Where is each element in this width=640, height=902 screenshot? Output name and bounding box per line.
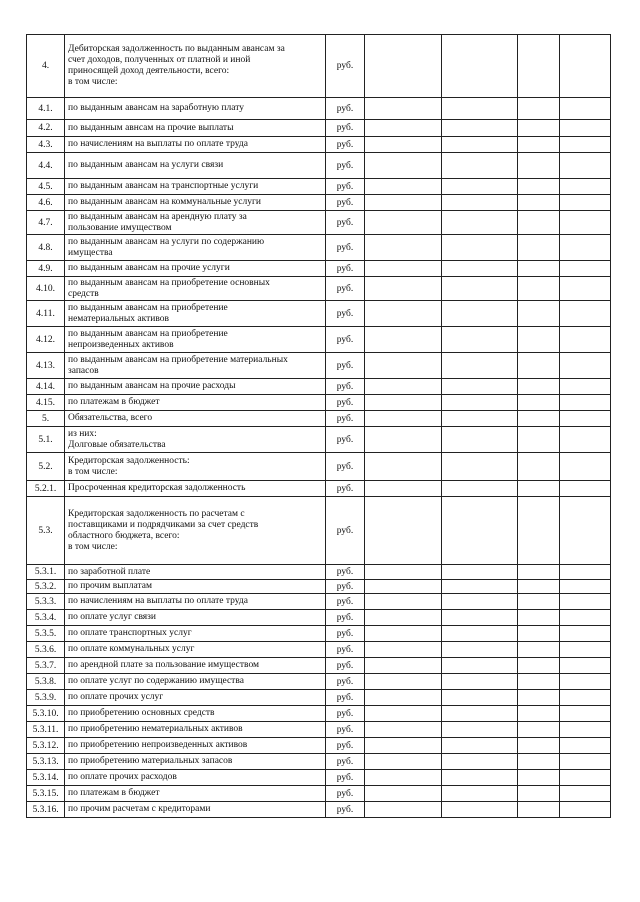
value-cell <box>560 411 611 427</box>
table-row <box>27 565 611 580</box>
table-row <box>27 195 611 211</box>
value-cell <box>365 277 442 301</box>
row-number: 4.5. <box>27 179 65 195</box>
row-description: по приобретению основных средств <box>65 706 326 722</box>
row-description: по выданным авансам на приобретение основных средств <box>65 277 326 301</box>
row-description: по приобретению материальных запасов <box>65 754 326 770</box>
value-cell <box>560 395 611 411</box>
value-cell <box>518 497 560 565</box>
table-row <box>27 658 611 674</box>
value-cell <box>518 565 560 580</box>
value-cell <box>365 658 442 674</box>
value-cell <box>365 453 442 481</box>
table-row <box>27 179 611 195</box>
value-cell <box>518 211 560 235</box>
row-number: 4.10. <box>27 277 65 301</box>
row-description: по приобретению непроизведенных активов <box>65 738 326 754</box>
value-cell <box>518 594 560 610</box>
value-cell <box>365 754 442 770</box>
row-unit: руб. <box>326 327 365 353</box>
row-unit: руб. <box>326 706 365 722</box>
value-cell <box>442 153 518 179</box>
row-number: 5.3.7. <box>27 658 65 674</box>
value-cell <box>365 580 442 594</box>
value-cell <box>365 594 442 610</box>
table-row <box>27 211 611 235</box>
row-description: по выданным авансам на приобретение непроизведенных активов <box>65 327 326 353</box>
value-cell <box>442 235 518 261</box>
row-unit: руб. <box>326 481 365 497</box>
row-number: 5.3.3. <box>27 594 65 610</box>
value-cell <box>365 153 442 179</box>
row-description: по выданным авансам на приобретение нематериальных активов <box>65 301 326 327</box>
value-cell <box>442 738 518 754</box>
value-cell <box>365 235 442 261</box>
value-cell <box>518 235 560 261</box>
value-cell <box>365 674 442 690</box>
row-unit: руб. <box>326 580 365 594</box>
row-unit: руб. <box>326 594 365 610</box>
value-cell <box>560 610 611 626</box>
row-unit: руб. <box>326 120 365 137</box>
value-cell <box>518 395 560 411</box>
row-number: 5.3.8. <box>27 674 65 690</box>
row-description: Дебиторская задолженность по выданным авансам за счет доходов, полученных от платной и иной приносящей доход деятельности, всего: в том числе: <box>65 35 326 98</box>
value-cell <box>518 261 560 277</box>
value-cell <box>442 411 518 427</box>
value-cell <box>560 98 611 120</box>
value-cell <box>442 754 518 770</box>
row-number: 4.6. <box>27 195 65 211</box>
value-cell <box>560 427 611 453</box>
row-unit: руб. <box>326 211 365 235</box>
row-number: 4.2. <box>27 120 65 137</box>
row-unit: руб. <box>326 411 365 427</box>
value-cell <box>560 802 611 818</box>
value-cell <box>560 497 611 565</box>
row-number: 5.3.13. <box>27 754 65 770</box>
value-cell <box>442 195 518 211</box>
value-cell <box>365 120 442 137</box>
value-cell <box>442 453 518 481</box>
value-cell <box>518 481 560 497</box>
row-description: по начислениям на выплаты по оплате труда <box>65 594 326 610</box>
value-cell <box>518 120 560 137</box>
table-row <box>27 802 611 818</box>
row-unit: руб. <box>326 722 365 738</box>
row-number: 5.1. <box>27 427 65 453</box>
value-cell <box>518 411 560 427</box>
value-cell <box>560 690 611 706</box>
value-cell <box>442 120 518 137</box>
row-number: 4.4. <box>27 153 65 179</box>
table-row <box>27 395 611 411</box>
value-cell <box>365 690 442 706</box>
value-cell <box>365 411 442 427</box>
row-description: из них: Долговые обязательства <box>65 427 326 453</box>
value-cell <box>518 427 560 453</box>
row-description: по прочим расчетам с кредиторами <box>65 802 326 818</box>
row-unit: руб. <box>326 353 365 379</box>
row-unit: руб. <box>326 137 365 153</box>
row-description: по прочим выплатам <box>65 580 326 594</box>
value-cell <box>518 786 560 802</box>
value-cell <box>365 802 442 818</box>
value-cell <box>365 98 442 120</box>
row-number: 4.11. <box>27 301 65 327</box>
value-cell <box>518 327 560 353</box>
row-unit: руб. <box>326 738 365 754</box>
row-number: 5.2. <box>27 453 65 481</box>
table-row <box>27 411 611 427</box>
row-number: 5.3.15. <box>27 786 65 802</box>
value-cell <box>365 301 442 327</box>
value-cell <box>442 353 518 379</box>
value-cell <box>442 277 518 301</box>
row-description: Обязательства, всего <box>65 411 326 427</box>
value-cell <box>442 98 518 120</box>
row-description: по оплате коммунальных услуг <box>65 642 326 658</box>
value-cell <box>518 277 560 301</box>
value-cell <box>560 453 611 481</box>
value-cell <box>365 261 442 277</box>
value-cell <box>365 427 442 453</box>
row-unit: руб. <box>326 565 365 580</box>
value-cell <box>560 211 611 235</box>
row-description: по выданным авансам на услуги связи <box>65 153 326 179</box>
row-description: по выданным авансам на услуги по содержанию имущества <box>65 235 326 261</box>
row-unit: руб. <box>326 770 365 786</box>
row-number: 4.9. <box>27 261 65 277</box>
value-cell <box>560 481 611 497</box>
table-row <box>27 277 611 301</box>
row-number: 4.13. <box>27 353 65 379</box>
row-unit: руб. <box>326 642 365 658</box>
row-unit: руб. <box>326 453 365 481</box>
row-number: 5.3.12. <box>27 738 65 754</box>
value-cell <box>560 594 611 610</box>
value-cell <box>442 261 518 277</box>
row-unit: руб. <box>326 427 365 453</box>
value-cell <box>442 395 518 411</box>
row-description: по выданным авнсам на прочие выплаты <box>65 120 326 137</box>
row-unit: руб. <box>326 610 365 626</box>
value-cell <box>518 580 560 594</box>
row-number: 5.3.16. <box>27 802 65 818</box>
value-cell <box>560 327 611 353</box>
value-cell <box>518 379 560 395</box>
table-row <box>27 594 611 610</box>
value-cell <box>560 153 611 179</box>
value-cell <box>442 690 518 706</box>
value-cell <box>560 137 611 153</box>
table-row <box>27 722 611 738</box>
value-cell <box>518 754 560 770</box>
value-cell <box>442 674 518 690</box>
row-description: Просроченная кредиторская задолженность <box>65 481 326 497</box>
row-description: Кредиторская задолженность: в том числе: <box>65 453 326 481</box>
value-cell <box>560 738 611 754</box>
row-unit: руб. <box>326 786 365 802</box>
value-cell <box>365 738 442 754</box>
report-table <box>26 34 611 818</box>
value-cell <box>365 565 442 580</box>
value-cell <box>560 706 611 722</box>
row-description: по платежам в бюджет <box>65 395 326 411</box>
row-unit: руб. <box>326 98 365 120</box>
row-number: 4.14. <box>27 379 65 395</box>
value-cell <box>365 195 442 211</box>
value-cell <box>442 786 518 802</box>
row-description: по платежам в бюджет <box>65 786 326 802</box>
table-row <box>27 481 611 497</box>
value-cell <box>442 610 518 626</box>
row-description: по выданным авансам на транспортные услуги <box>65 179 326 195</box>
row-number: 5. <box>27 411 65 427</box>
value-cell <box>560 642 611 658</box>
value-cell <box>560 301 611 327</box>
value-cell <box>365 179 442 195</box>
value-cell <box>560 580 611 594</box>
value-cell <box>442 327 518 353</box>
value-cell <box>518 453 560 481</box>
row-unit: руб. <box>326 497 365 565</box>
value-cell <box>442 379 518 395</box>
row-number: 5.3.5. <box>27 626 65 642</box>
value-cell <box>560 658 611 674</box>
value-cell <box>365 626 442 642</box>
row-unit: руб. <box>326 261 365 277</box>
value-cell <box>518 153 560 179</box>
value-cell <box>560 722 611 738</box>
row-description: по оплате транспортных услуг <box>65 626 326 642</box>
row-number: 4.15. <box>27 395 65 411</box>
table-row <box>27 610 611 626</box>
table-row <box>27 690 611 706</box>
row-number: 5.3.11. <box>27 722 65 738</box>
value-cell <box>442 722 518 738</box>
value-cell <box>442 427 518 453</box>
row-unit: руб. <box>326 690 365 706</box>
value-cell <box>518 195 560 211</box>
value-cell <box>365 706 442 722</box>
value-cell <box>365 35 442 98</box>
row-number: 5.3.14. <box>27 770 65 786</box>
table-row <box>27 379 611 395</box>
table-row <box>27 301 611 327</box>
table-row <box>27 738 611 754</box>
value-cell <box>442 301 518 327</box>
row-description: Кредиторская задолженность по расчетам с поставщиками и подрядчиками за счет средств областного бюджета, всего: в том числе: <box>65 497 326 565</box>
row-description: по выданным авансам на арендную плату за пользование имуществом <box>65 211 326 235</box>
value-cell <box>442 580 518 594</box>
table-row <box>27 35 611 98</box>
value-cell <box>442 802 518 818</box>
row-unit: руб. <box>326 195 365 211</box>
value-cell <box>365 770 442 786</box>
value-cell <box>442 179 518 195</box>
row-number: 4.8. <box>27 235 65 261</box>
row-description: по оплате прочих услуг <box>65 690 326 706</box>
row-number: 4.3. <box>27 137 65 153</box>
row-unit: руб. <box>326 277 365 301</box>
value-cell <box>518 658 560 674</box>
value-cell <box>365 786 442 802</box>
value-cell <box>442 658 518 674</box>
row-unit: руб. <box>326 301 365 327</box>
value-cell <box>442 35 518 98</box>
table-row <box>27 120 611 137</box>
row-number: 4. <box>27 35 65 98</box>
value-cell <box>560 626 611 642</box>
value-cell <box>560 353 611 379</box>
row-description: по арендной плате за пользование имуществом <box>65 658 326 674</box>
value-cell <box>442 481 518 497</box>
value-cell <box>518 98 560 120</box>
value-cell <box>442 497 518 565</box>
value-cell <box>560 35 611 98</box>
table-row <box>27 642 611 658</box>
table-row <box>27 261 611 277</box>
row-number: 4.12. <box>27 327 65 353</box>
row-number: 5.3.10. <box>27 706 65 722</box>
row-unit: руб. <box>326 754 365 770</box>
value-cell <box>560 754 611 770</box>
value-cell <box>518 610 560 626</box>
value-cell <box>442 211 518 235</box>
value-cell <box>560 786 611 802</box>
row-unit: руб. <box>326 674 365 690</box>
value-cell <box>518 722 560 738</box>
table-row <box>27 453 611 481</box>
value-cell <box>560 379 611 395</box>
value-cell <box>518 770 560 786</box>
row-unit: руб. <box>326 235 365 261</box>
value-cell <box>560 770 611 786</box>
row-description: по выданным авансам на заработную плату <box>65 98 326 120</box>
value-cell <box>442 137 518 153</box>
row-number: 4.1. <box>27 98 65 120</box>
row-description: по приобретению нематериальных активов <box>65 722 326 738</box>
row-unit: руб. <box>326 626 365 642</box>
row-unit: руб. <box>326 395 365 411</box>
table-row <box>27 626 611 642</box>
table-row <box>27 706 611 722</box>
table-row <box>27 770 611 786</box>
row-description: по оплате прочих расходов <box>65 770 326 786</box>
row-description: по выданным авансам на прочие услуги <box>65 261 326 277</box>
row-number: 5.3.1. <box>27 565 65 580</box>
value-cell <box>560 120 611 137</box>
value-cell <box>365 353 442 379</box>
value-cell <box>560 179 611 195</box>
value-cell <box>518 137 560 153</box>
value-cell <box>442 565 518 580</box>
value-cell <box>365 327 442 353</box>
value-cell <box>518 35 560 98</box>
value-cell <box>442 770 518 786</box>
value-cell <box>518 690 560 706</box>
value-cell <box>560 277 611 301</box>
value-cell <box>560 195 611 211</box>
row-description: по оплате услуг связи <box>65 610 326 626</box>
table-row <box>27 427 611 453</box>
value-cell <box>365 722 442 738</box>
value-cell <box>518 642 560 658</box>
row-description: по выданным авансам на коммунальные услуги <box>65 195 326 211</box>
row-number: 5.3.4. <box>27 610 65 626</box>
value-cell <box>560 235 611 261</box>
table-row <box>27 235 611 261</box>
row-number: 5.3.6. <box>27 642 65 658</box>
value-cell <box>442 594 518 610</box>
row-description: по выданным авансам на приобретение материальных запасов <box>65 353 326 379</box>
value-cell <box>518 802 560 818</box>
value-cell <box>560 261 611 277</box>
value-cell <box>365 137 442 153</box>
row-unit: руб. <box>326 35 365 98</box>
value-cell <box>560 565 611 580</box>
row-description: по начислениям на выплаты по оплате труда <box>65 137 326 153</box>
table-row <box>27 137 611 153</box>
value-cell <box>518 626 560 642</box>
value-cell <box>560 674 611 690</box>
row-number: 4.7. <box>27 211 65 235</box>
row-description: по оплате услуг по содержанию имущества <box>65 674 326 690</box>
value-cell <box>518 674 560 690</box>
table-row <box>27 327 611 353</box>
table-row <box>27 580 611 594</box>
value-cell <box>442 706 518 722</box>
table-row <box>27 153 611 179</box>
row-unit: руб. <box>326 379 365 395</box>
value-cell <box>442 626 518 642</box>
row-unit: руб. <box>326 153 365 179</box>
row-number: 5.3.9. <box>27 690 65 706</box>
value-cell <box>442 642 518 658</box>
table-row <box>27 497 611 565</box>
table-row <box>27 786 611 802</box>
value-cell <box>365 395 442 411</box>
value-cell <box>518 301 560 327</box>
table-row <box>27 754 611 770</box>
row-unit: руб. <box>326 179 365 195</box>
value-cell <box>518 179 560 195</box>
value-cell <box>518 706 560 722</box>
value-cell <box>518 353 560 379</box>
row-unit: руб. <box>326 802 365 818</box>
row-number: 5.2.1. <box>27 481 65 497</box>
table-row <box>27 98 611 120</box>
row-description: по выданным авансам на прочие расходы <box>65 379 326 395</box>
value-cell <box>365 481 442 497</box>
value-cell <box>518 738 560 754</box>
table-row <box>27 674 611 690</box>
table-row <box>27 353 611 379</box>
row-number: 5.3. <box>27 497 65 565</box>
value-cell <box>365 642 442 658</box>
row-number: 5.3.2. <box>27 580 65 594</box>
value-cell <box>365 610 442 626</box>
value-cell <box>365 497 442 565</box>
row-unit: руб. <box>326 658 365 674</box>
value-cell <box>365 379 442 395</box>
row-description: по заработной плате <box>65 565 326 580</box>
value-cell <box>365 211 442 235</box>
